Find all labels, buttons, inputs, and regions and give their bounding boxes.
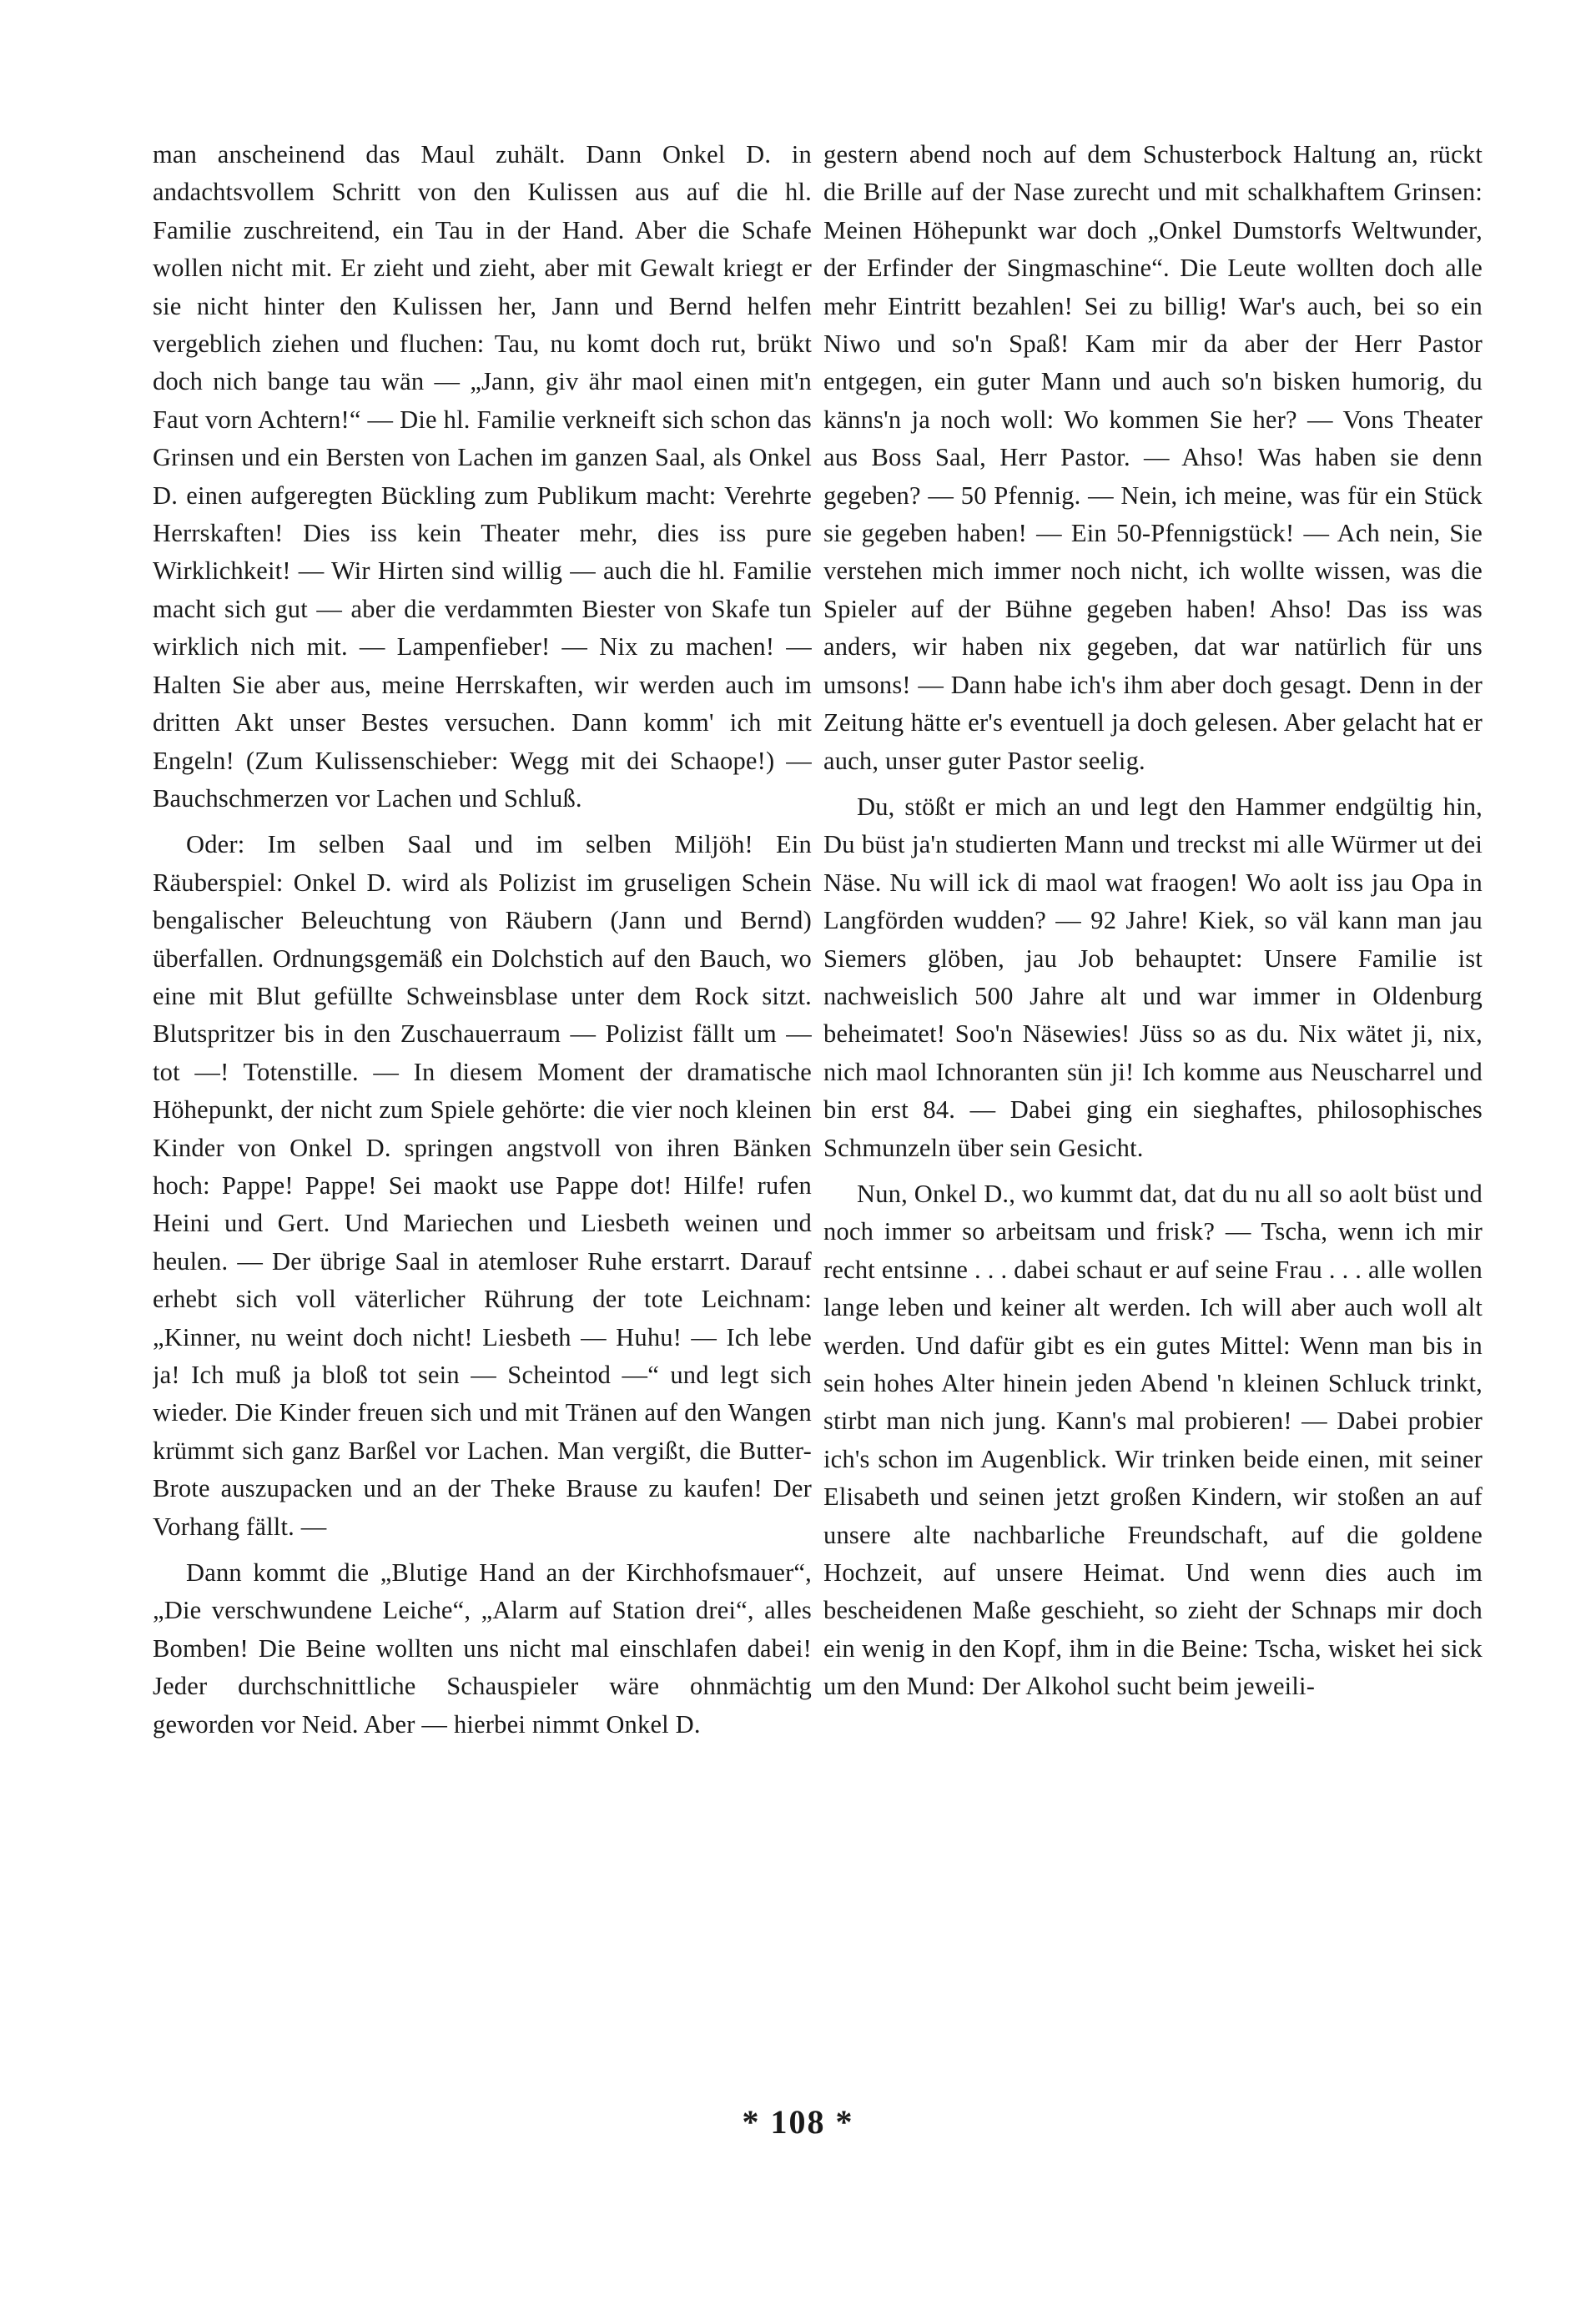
text-column-left <box>153 136 812 2105</box>
paragraph-5: Du, stößt er mich an und legt den Hammer endgültig hin, Du büst ja'n studierten Mann und treckst mi alle Würmer ut dei Näse. Nu will ick di maol wat fraogen! Wo aolt iss jau Opa in Langförden wudden? — 92 Jahre! Kiek, so väl kann man jau Siemers glöben, jau Job behauptet: Unsere Familie ist nachweislich 500 Jahre alt und war immer in Oldenburg beheimatet! Soo'n Näsewies! Jüss so as du. Nix wätet ji, nix, nich maol Ichnoranten sün ji! Ich komme aus Neuscharrel und bin erst 84. — Dabei ging ein sieghaftes, philosophisches Schmunzeln über sein Gesicht. <box>823 792 1483 1162</box>
paragraph-4: gestern abend noch auf dem Schusterbock Haltung an, rückt die Brille auf der Nase zurecht und mit schalkhaftem Grinsen: Meinen Höhepunkt war doch „Onkel Dumstorfs Weltwunder, der Erfinder der Singmaschine“. Die Leute wollten doch alle mehr Eintritt bezahlen! Sei zu billig! War's auch, bei so ein Niwo und so'n Spaß! Kam mir da aber der Herr Pastor entgegen, ein guter Mann und auch so'n bisken humorig, du känns'n ja noch woll: Wo kommen Sie her? — Vons Theater aus Boss Saal, Herr Pastor. — Ahso! Was haben sie denn gegeben? — 50 Pfennig. — Nein, ich meine, was für ein Stück sie gegeben haben! — Ein 50-Pfennigstück! — Ach nein, Sie verstehen mich immer noch nicht, ich wollte wissen, was die Spieler auf der Bühne gegeben haben! Ahso! Das iss was anders, wir haben nix gegeben, dat war natürlich für uns umsons! — Dann habe ich's ihm aber doch gesagt. Denn in der Zeitung hätte er's eventuell ja doch gelesen. Aber gelacht hat er auch, unser guter Pastor seelig. <box>823 140 1483 775</box>
paragraph-3: Dann kommt die „Blutige Hand an der Kirchhofsmauer“, „Die verschwundene Leiche“, „Alarm auf Station drei“, alles Bomben! Die Beine wollten uns nicht mal einschlafen dabei! Jeder durchschnittliche Schauspieler wäre ohnmächtig geworden vor Neid. Aber — hierbei nimmt Onkel D. <box>153 1558 812 1739</box>
page-number: * 108 * <box>742 2103 854 2141</box>
paragraph-2: Oder: Im selben Saal und im selben Miljöh! Ein Räuberspiel: Onkel D. wird als Polizist im gruseligen Schein bengalischer Beleuchtung von Räubern (Jann und Bernd) überfallen. Ordnungsgemäß ein Dolchstich auf den Bauch, wo eine mit Blut gefüllte Schweinsblase unter dem Rock sitzt. Blutspritzer bis in den Zuschauerraum — Polizist fällt um — tot —! Totenstille. — In diesem Moment der dramatische Höhepunkt, der nicht zum Spiele gehörte: die vier noch kleinen Kinder von Onkel D. springen angstvoll von ihren Bänken hoch: Pappe! Pappe! Sei maokt use Pappe dot! Hilfe! rufen Heini und Gert. Und Mariechen und Liesbeth weinen und heulen. — Der übrige Saal in atemloser Ruhe erstarrt. Darauf erhebt sich voll väterlicher Rührung der tote Leichnam: „Kinner, nu weint doch nicht! Liesbeth — Huhu! — Ich lebe ja! Ich muß ja bloß tot sein — Scheintod —“ und legt sich wieder. Die Kinder freuen sich und mit Tränen auf den Wangen krümmt sich ganz Barßel vor Lachen. Man vergißt, die Butter-Brote auszupacken und an der Theke Brause zu kaufen! Der Vorhang fällt. — <box>153 830 812 1541</box>
paragraph-6: Nun, Onkel D., wo kummt dat, dat du nu all so aolt büst und noch immer so arbeitsam und frisk? — Tscha, wenn ich mir recht entsinne . . . dabei schaut er auf seine Frau . . . alle wollen lange leben und keiner alt werden. Ich will aber auch woll alt werden. Und dafür gibt es ein gutes Mittel: Wenn man bis in sein hohes Alter hinein jeden Abend 'n kleinen Schluck trinkt, stirbt man nich jung. Kann's mal probieren! — Dabei probier ich's schon im Augenblick. Wir trinken beide einen, mit seiner Elisabeth und seinen jetzt großen Kindern, wir stoßen an auf unsere alte nachbarliche Freundschaft, auf die goldene Hochzeit, auf unsere Heimat. Und wenn dies auch im bescheidenen Maße geschieht, so zieht der Schnaps mir doch ein wenig in den Kopf, ihm in die Beine: Tscha, wisket hei sick um den Mund: Der Alkohol sucht beim jeweili- <box>823 1179 1483 1701</box>
paragraph-1: man anscheinend das Maul zuhält. Dann Onkel D. in andachtsvollem Schritt von den Kulissen aus auf die hl. Familie zuschreitend, ein Tau in der Hand. Aber die Schafe wollen nicht mit. Er zieht und zieht, aber mit Gewalt kriegt er sie nicht hinter den Kulissen her, Jann und Bernd helfen vergeblich ziehen und fluchen: Tau, nu komt doch rut, brükt doch nich bange tau wän — „Jann, giv ähr maol einen mit'n Faut vorn Achtern!“ — Die hl. Familie verkneift sich schon das Grinsen und ein Bersten von Lachen im ganzen Saal, als Onkel D. einen aufgeregten Bückling zum Publikum macht: Verehrte Herrskaften! Dies iss kein Theater mehr, dies iss pure Wirklichkeit! — Wir Hirten sind willig — auch die hl. Familie macht sich gut — aber die verdammten Biester von Skafe tun wirklich nich mit. — Lampenfieber! — Nix zu machen! — Halten Sie aber aus, meine Herrskaften, wir werden auch im dritten Akt unser Bestes versuchen. Dann komm' ich mit Engeln! (Zum Kulissenschieber: Wegg mit dei Schaope!) — Bauchschmerzen vor Lachen und Schluß. <box>153 140 812 813</box>
text-column-right <box>823 136 1483 2105</box>
